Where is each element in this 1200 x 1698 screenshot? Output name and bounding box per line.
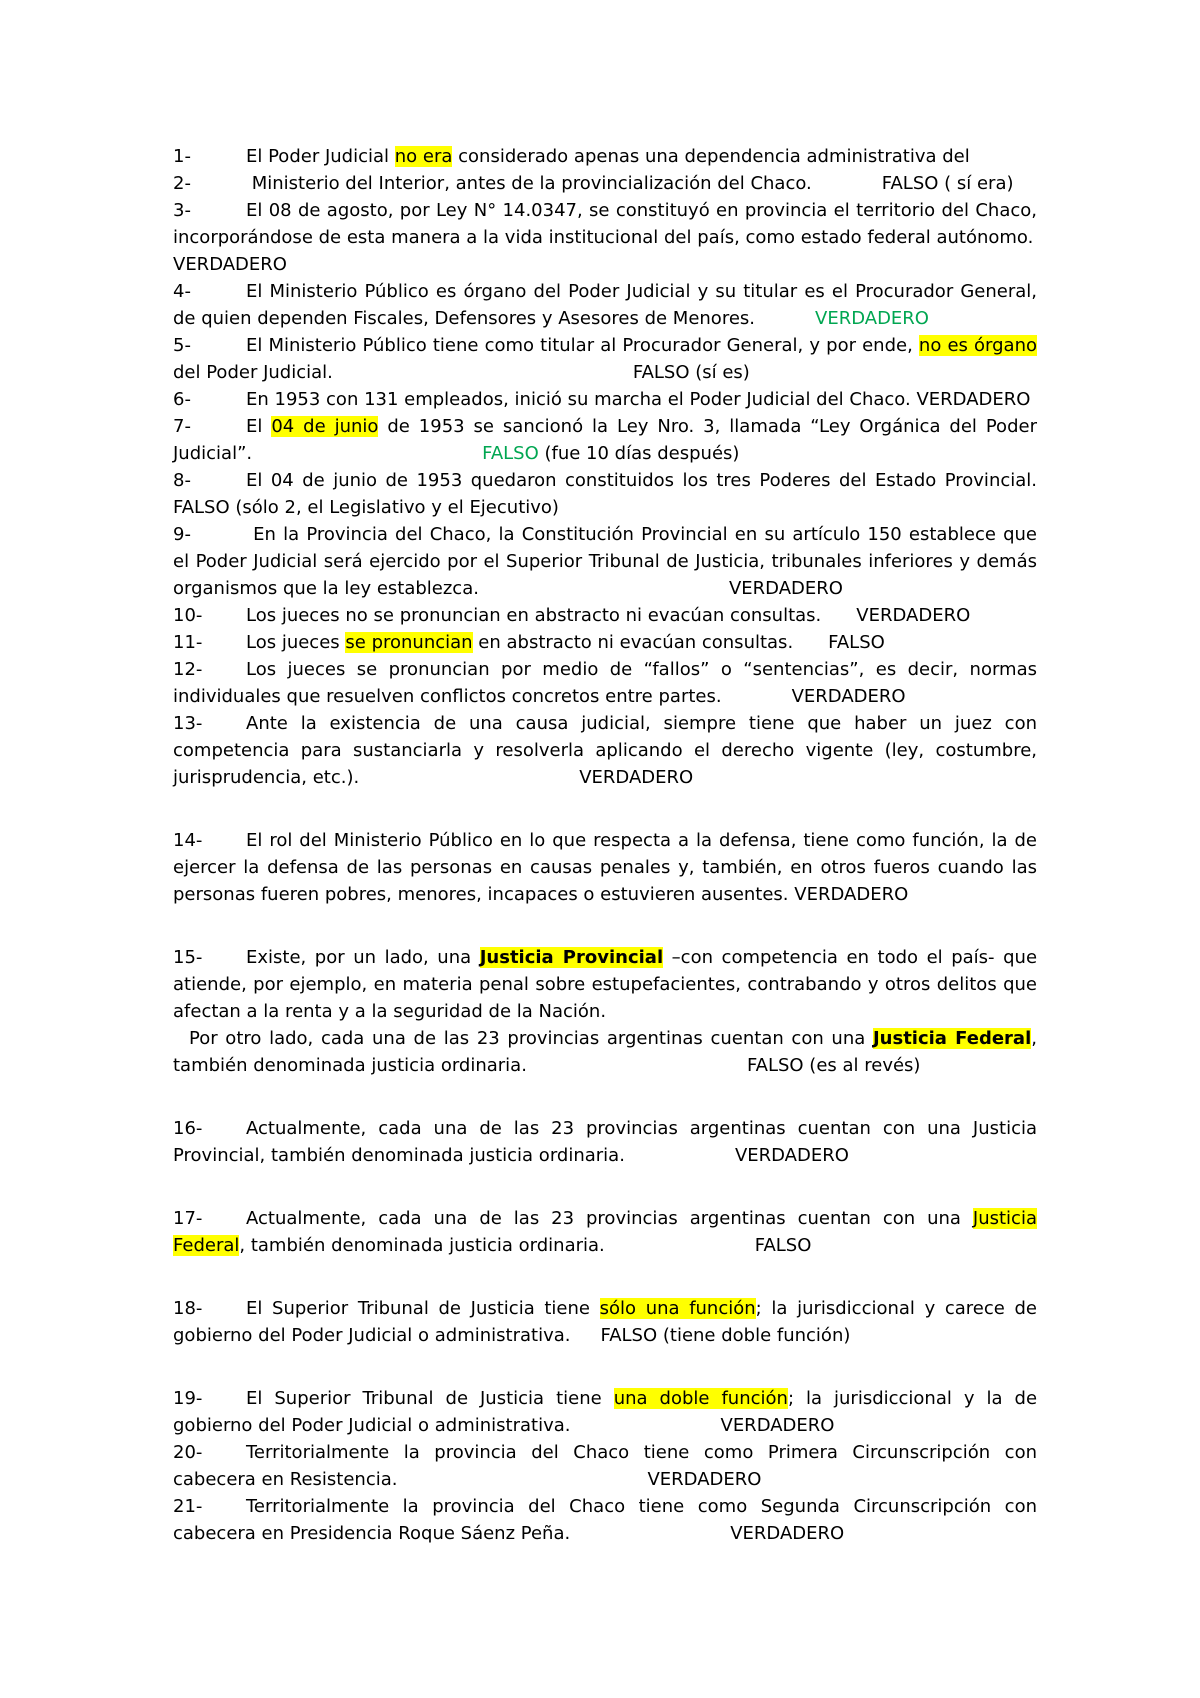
highlighted-text: una doble función — [613, 1388, 788, 1409]
highlighted-text: sólo una función — [599, 1298, 756, 1319]
item-text: El Poder Judicial — [246, 146, 395, 167]
item-number: 2- — [173, 173, 191, 194]
answer: VERDADERO — [720, 1415, 835, 1436]
item-number: 11- — [173, 632, 203, 653]
list-item-14 — [173, 827, 1037, 908]
item-text: El Superior Tribunal de Justicia tiene — [246, 1388, 614, 1409]
answer: VERDADERO — [579, 767, 694, 788]
answer: VERDADERO — [794, 884, 909, 905]
item-text: Existe, por un lado, una — [246, 947, 480, 968]
answer: (fue 10 días después) — [538, 443, 740, 464]
list-item-8 — [173, 467, 1037, 521]
list-item-13 — [173, 710, 1037, 791]
list-item-21 — [173, 1493, 1037, 1547]
item-text: –con competencia en todo el país- que atiende, por ejemplo, en materia penal sobre estupefacientes, contrabando y otros delitos que afectan a la renta y a la seguridad de la Nación. — [173, 947, 1038, 1022]
item-text: El 08 de agosto, por Ley N° 14.0347, se constituyó en provincia el territorio del Chaco, incorporándose de esta manera a la vida institucional del país, como estado federal autónomo. — [173, 200, 1037, 248]
list-item-6 — [173, 386, 1037, 413]
list-item-3 — [173, 197, 1037, 278]
answer: VERDADERO — [730, 1523, 845, 1544]
highlighted-text: se pronuncian — [345, 632, 473, 653]
item-text: ; la jurisdiccional y carece de gobierno del Poder Judicial o administrativa. — [173, 1298, 1037, 1346]
item-number: 5- — [173, 335, 191, 356]
item-number: 20- — [173, 1442, 203, 1463]
answer: FALSO (sí es) — [632, 362, 750, 383]
item-number: 3- — [173, 200, 191, 221]
item-text: Por otro lado, cada una de las 23 provincias argentinas cuentan con una — [189, 1028, 873, 1049]
list-item-18 — [173, 1295, 1037, 1349]
item-text: de 1953 se sancionó la Ley Nro. 3, llamada “Ley Orgánica del Poder Judicial”. — [173, 416, 1037, 464]
list-item-9 — [173, 521, 1037, 602]
answer: VERDADERO — [856, 605, 971, 626]
item-number: 4- — [173, 281, 191, 302]
list-item-16 — [173, 1115, 1037, 1169]
item-text: en abstracto ni evacúan consultas. — [472, 632, 794, 653]
list-item-5 — [173, 332, 1037, 386]
answer: VERDADERO — [728, 578, 843, 599]
highlighted-text: Justicia Federal — [872, 1028, 1032, 1049]
answer: VERDADERO — [791, 686, 906, 707]
item-number: 15- — [173, 947, 203, 968]
item-number: 13- — [173, 713, 203, 734]
item-text: , también denominada justicia ordinaria. — [239, 1235, 605, 1256]
item-text: El Superior Tribunal de Justicia tiene — [246, 1298, 600, 1319]
item-text: Los jueces no se pronuncian en abstracto ni evacúan consultas. — [246, 605, 822, 626]
item-text: Territorialmente la provincia del Chaco tiene como Primera Circunscripción con cabecera en Resistencia. — [173, 1442, 1037, 1490]
item-number: 16- — [173, 1118, 203, 1139]
item-number: 9- — [173, 524, 191, 545]
item-text: El — [246, 416, 272, 437]
answer: VERDADERO — [647, 1469, 762, 1490]
answer: VERDADERO — [916, 389, 1031, 410]
item-text: El Ministerio Público es órgano del Poder Judicial y su titular es el Procurador General, de quien dependen Fiscales, Defensores y Asesores de Menores. — [173, 281, 1037, 329]
item-text: Ante la existencia de una causa judicial, siempre tiene que haber un juez con competencia para sustanciarla y resolverla aplicando el derecho vigente (ley, costumbre, jurisprudencia, etc.). — [173, 713, 1037, 788]
list-item-1 — [173, 143, 1037, 170]
item-number: 19- — [173, 1388, 203, 1409]
item-text: Actualmente, cada una de las 23 provincias argentinas cuentan con una Justicia Provincial, también denominada justicia ordinaria. — [173, 1118, 1037, 1166]
list-item-19 — [173, 1385, 1037, 1439]
item-number: 6- — [173, 389, 191, 410]
highlighted-text: no era — [394, 146, 453, 167]
item-number: 1- — [173, 146, 191, 167]
answer: FALSO (es al revés) — [746, 1055, 921, 1076]
item-text: , también denominada justicia ordinaria. — [173, 1028, 1037, 1076]
item-number: 12- — [173, 659, 203, 680]
item-text: En 1953 con 131 empleados, inició su marcha el Poder Judicial del Chaco. — [246, 389, 911, 410]
item-number: 14- — [173, 830, 203, 851]
item-text: Ministerio del Interior, antes de la provincialización del Chaco. — [246, 173, 812, 194]
list-item-7 — [173, 413, 1037, 467]
item-number: 17- — [173, 1208, 203, 1229]
answer-green: FALSO — [482, 443, 539, 464]
answer-green: VERDADERO — [815, 308, 929, 329]
document-body — [173, 143, 1037, 1547]
item-text: El Ministerio Público tiene como titular al Procurador General, y por ende, — [246, 335, 919, 356]
item-text: Territorialmente la provincia del Chaco tiene como Segunda Circunscripción con cabecera en Presidencia Roque Sáenz Peña. — [173, 1496, 1037, 1544]
item-text: El 04 de junio de 1953 quedaron constituidos los tres Poderes del Estado Provincial. FALSO (sólo 2, el Legislativo y el Ejecutivo) — [173, 470, 1037, 518]
item-text: del Poder Judicial. — [173, 362, 333, 383]
item-text: En la Provincia del Chaco, la Constitución Provincial en su artículo 150 establece que el Poder Judicial será ejercido por el Superior Tribunal de Justicia, tribunales inferiores y demás organismos que la ley establezca. — [173, 524, 1037, 599]
highlighted-text: Justicia Provincial — [479, 947, 664, 968]
list-item-10 — [173, 602, 1037, 629]
answer: FALSO ( sí era) — [881, 173, 1014, 194]
item-number: 10- — [173, 605, 203, 626]
item-number: 21- — [173, 1496, 203, 1517]
answer: FALSO — [828, 632, 885, 653]
item-text: Los jueces se pronuncian por medio de “fallos” o “sentencias”, es decir, normas individuales que resuelven conflictos concretos entre partes. — [173, 659, 1037, 707]
item-text: ; la jurisdiccional y la de gobierno del Poder Judicial o administrativa. — [173, 1388, 1038, 1436]
highlighted-text: no es órgano — [918, 335, 1037, 356]
highlighted-text: 04 de junio — [271, 416, 379, 437]
item-number: 7- — [173, 416, 191, 437]
item-number: 8- — [173, 470, 191, 491]
answer: VERDADERO — [173, 254, 287, 275]
list-item-20 — [173, 1439, 1037, 1493]
list-item-17 — [173, 1205, 1037, 1259]
list-item-11 — [173, 629, 1037, 656]
list-item-4 — [173, 278, 1037, 332]
answer: FALSO (tiene doble función) — [600, 1325, 851, 1346]
item-text: Los jueces — [246, 632, 346, 653]
answer: VERDADERO — [734, 1145, 849, 1166]
list-item-15 — [173, 944, 1037, 1079]
item-text: Actualmente, cada una de las 23 provincias argentinas cuentan con una — [246, 1208, 973, 1229]
item-text: considerado apenas una dependencia administrativa del — [452, 146, 970, 167]
answer: FALSO — [754, 1235, 812, 1256]
list-item-2 — [173, 170, 1037, 197]
list-item-12 — [173, 656, 1037, 710]
highlighted-text: Justicia Federal — [173, 1208, 1037, 1256]
item-text: El rol del Ministerio Público en lo que respecta a la defensa, tiene como función, la de ejercer la defensa de las personas en causas penales y, también, en otros fueros cuando las personas fueren pobres, menores, incapaces o estuvieren ausentes. — [173, 830, 1037, 905]
item-number: 18- — [173, 1298, 203, 1319]
